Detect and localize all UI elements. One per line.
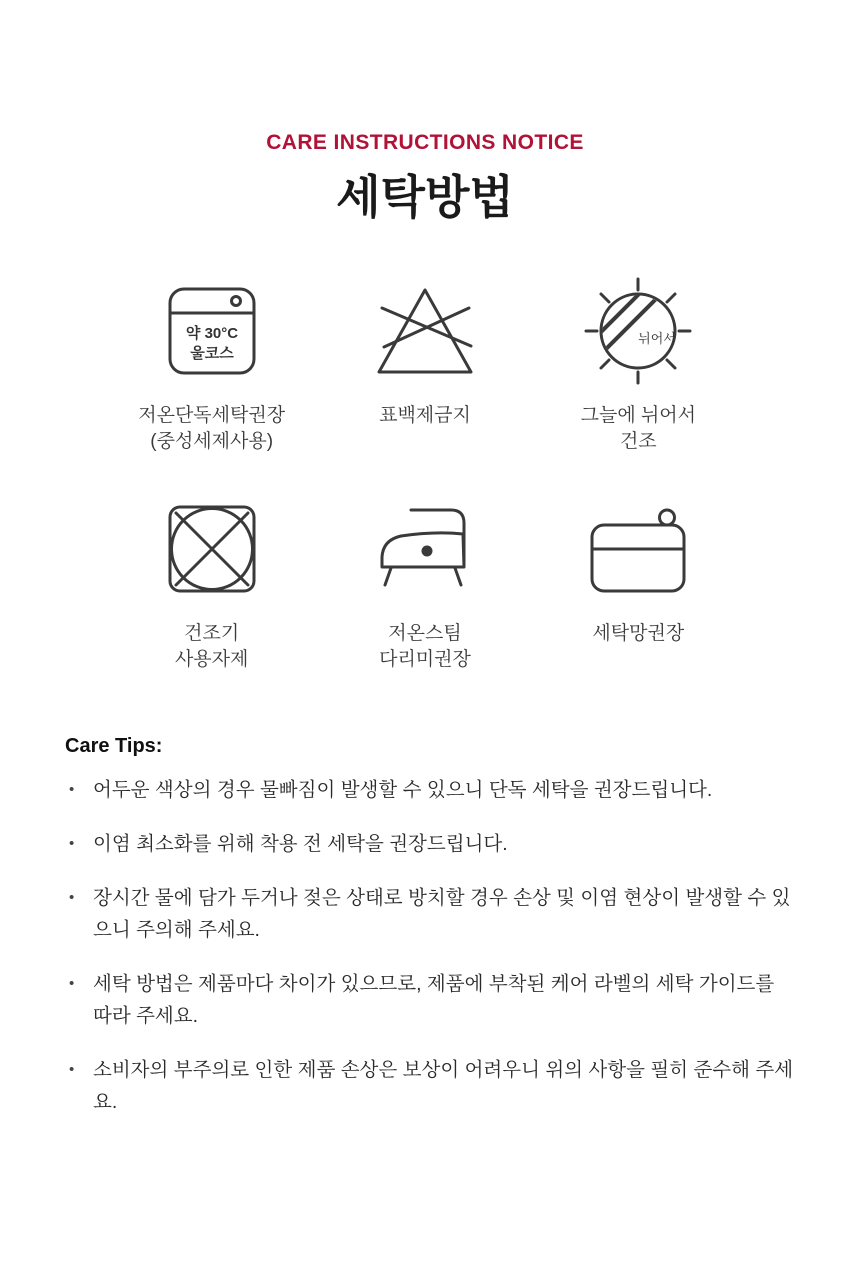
symbol-label: 저온스팀 다리미권장	[379, 623, 471, 670]
bullet-icon: •	[69, 975, 75, 992]
symbol-label: 건조기 사용자제	[174, 623, 249, 670]
care-symbol-iron	[318, 499, 531, 673]
care-tip-item: • 어두운 색상의 경우 물빠짐이 발생할 수 있으니 단독 세탁을 권장드립니다.	[65, 774, 795, 806]
wash-30-wool-cycle-icon	[167, 286, 257, 376]
bullet-icon: •	[69, 781, 75, 798]
svg-text:뉘어서: 뉘어서	[638, 331, 677, 346]
care-tips-section	[65, 735, 795, 1118]
bullet-icon: •	[69, 835, 75, 852]
care-symbol-laundry-net	[532, 499, 745, 673]
care-tip-item: • 소비자의 부주의로 인한 제품 손상은 보상이 어려우니 위의 사항을 필히 준수해 주세요.	[65, 1054, 795, 1118]
bullet-icon: •	[69, 1061, 75, 1078]
care-symbol-wash	[105, 281, 318, 455]
no-tumble-dry-icon	[167, 504, 257, 594]
svg-text:약 30°C: 약 30°C	[185, 325, 238, 342]
low-steam-iron-icon	[375, 503, 475, 595]
svg-text:울코스: 울코스	[189, 345, 234, 362]
symbol-label: 저온단독세탁권장 (중성세제사용)	[138, 405, 286, 452]
page-title: 세탁방법	[336, 171, 514, 223]
care-symbols-grid	[105, 281, 745, 673]
care-tip-item: • 세탁 방법은 제품마다 차이가 있으므로, 제품에 부착된 케어 라벨의 세탁 가이드를 따라 주세요.	[65, 968, 795, 1032]
no-bleach-icon	[365, 281, 485, 381]
care-tip-item: • 이염 최소화를 위해 착용 전 세탁을 권장드립니다.	[65, 828, 795, 860]
notice-heading: CARE INSTRUCTIONS NOTICE	[266, 131, 584, 154]
bullet-icon: •	[69, 889, 75, 906]
care-tip-item: • 장시간 물에 담가 두거나 젖은 상태로 방치할 경우 손상 및 이염 현상이 발생할 수 있으니 주의해 주세요.	[65, 882, 795, 946]
care-symbol-dry-shade	[532, 281, 745, 455]
care-tips-list	[65, 774, 795, 1118]
page-header	[0, 0, 850, 225]
care-tips-heading: Care Tips:	[65, 735, 163, 757]
laundry-net-icon	[588, 503, 688, 595]
dry-flat-in-shade-icon	[578, 271, 698, 391]
care-symbol-no-tumble-dry	[105, 499, 318, 673]
symbol-label: 세탁망권장	[592, 623, 685, 644]
symbol-label: 표백제금지	[379, 405, 471, 426]
care-symbol-no-bleach	[318, 281, 531, 455]
symbol-label: 그늘에 뉘어서 건조	[580, 405, 697, 452]
